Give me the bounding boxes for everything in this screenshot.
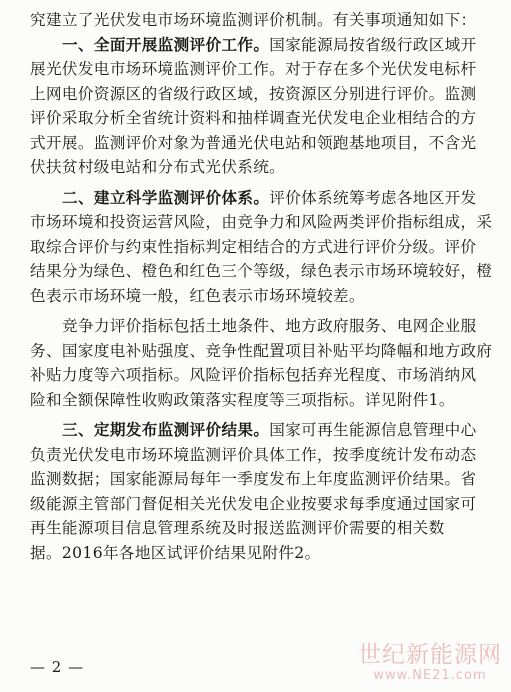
section-3-line-1 — [30, 418, 498, 443]
section-2-line-3: 取综合评价与约束性指标判定相结合的方式进行评价分级。评价 — [30, 237, 477, 256]
section-2-line-2: 市场环境和投资运营风险，由竞争力和风险两类评价指标组成，采 — [30, 213, 493, 231]
section-1-line-1 — [30, 33, 498, 58]
section-1-line-5: 式开展。监测评价对象为普通光伏电站和领跑基地项目，不含光 — [30, 133, 477, 152]
section-2b-line-2: 务、国家度电补贴强度、竞争性配置项目补贴平均降幅和地方政府 — [30, 341, 493, 360]
section-1-line-3: 上网电价资源区的省级行政区域，按资源区分别进行评价。监测 — [30, 84, 477, 103]
section-2-text-1: 评价体系统筹考虑各地区开发 — [269, 188, 477, 207]
section-3-line-6: 据。2016年各地区试评价结果见附件2。 — [30, 543, 321, 562]
section-2-line-5: 色表示市场环境一般，红色表示市场环境较差。 — [30, 286, 365, 305]
page-number: — 2 — — [30, 658, 85, 676]
intro-line-1: 究建立了光伏发电市场环境监测评价机制。有关事项通知如下： — [30, 11, 477, 29]
section-3-line-5: 再生能源项目信息管理系统及时报送监测评价需要的相关数 — [30, 519, 445, 537]
section-1-text-1: 国家能源局按省级行政区域开 — [269, 35, 477, 54]
section-3-title: 三、定期发布监测评价结果。 — [62, 421, 270, 439]
watermark-url: www.NE21.com — [373, 668, 487, 683]
section-3-line-2: 负责光伏发电市场环境监测评价具体工作，按季度统计发布动态 — [30, 445, 477, 464]
section-3-text-1: 国家可再生能源信息管理中心 — [269, 421, 477, 439]
section-3-line-3: 监测数据；国家能源局每年一季度发布上年度监测评价结果。省 — [30, 470, 477, 488]
watermark-title: 世纪新能源网 — [358, 642, 502, 668]
document-body — [30, 8, 498, 565]
section-2-title: 二、建立科学监测评价体系。 — [62, 188, 270, 207]
section-2-line-4: 结果分为绿色、橙色和红色三个等级，绿色表示市场环境较好，橙 — [30, 262, 493, 280]
section-2-line-1 — [30, 186, 498, 211]
section-2b-line-1: 竞争力评价指标包括土地条件、地方政府服务、电网企业服 — [62, 317, 477, 335]
section-2b-line-4: 险和全额保障性收购政策落实程度等三项指标。详见附件1。 — [30, 390, 455, 409]
section-3-line-4: 级能源主管部门督促相关光伏发电企业按要求每季度通过国家可 — [30, 494, 477, 513]
section-1-line-4: 评价采取分析全省统计资料和抽样调查光伏发电企业相结合的方 — [30, 109, 477, 127]
section-2b-line-3: 补贴力度等六项指标。风险评价指标包括弃光程度、市场消纳风 — [30, 366, 477, 384]
site-watermark — [355, 642, 505, 683]
section-1-title: 一、全面开展监测评价工作。 — [62, 35, 270, 54]
section-1-line-2: 展光伏发电市场环境监测评价工作。对于存在多个光伏发电标杆 — [30, 60, 477, 78]
section-1-line-6: 伏扶贫村级电站和分布式光伏系统。 — [30, 158, 286, 176]
